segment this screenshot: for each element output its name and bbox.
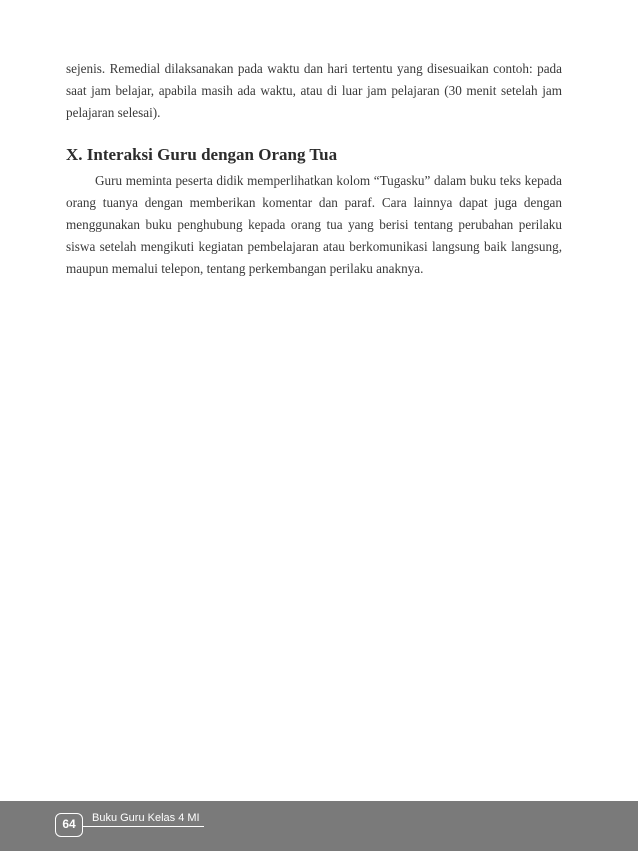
page-content	[66, 58, 562, 280]
section-heading: X. Interaksi Guru dengan Orang Tua	[66, 145, 338, 164]
intro-paragraph: sejenis. Remedial dilaksanakan pada waktu dan hari tertentu yang disesuaikan contoh: pada saat jam belajar, apabila masih ada waktu, atau di luar jam pelajaran (30 menit setelah jam pelajaran selesai).	[66, 61, 562, 120]
page-footer	[0, 801, 638, 851]
page-number: 64	[55, 813, 83, 837]
book-title: Buku Guru Kelas 4 MI	[92, 812, 200, 824]
footer-divider	[83, 826, 204, 827]
section-body-paragraph: Guru meminta peserta didik memperlihatkan kolom “Tugasku” dalam buku teks kepada orang tuanya dengan memberikan komentar dan paraf. Cara lainnya dapat juga dengan menggunakan buku penghubung kepada orang tua yang berisi tentang perubahan perilaku siswa setelah mengikuti kegiatan pembelajaran atau berkomunikasi langsung baik langsung, maupun memalui telepon, tentang perkembangan perilaku anaknya.	[66, 173, 562, 276]
